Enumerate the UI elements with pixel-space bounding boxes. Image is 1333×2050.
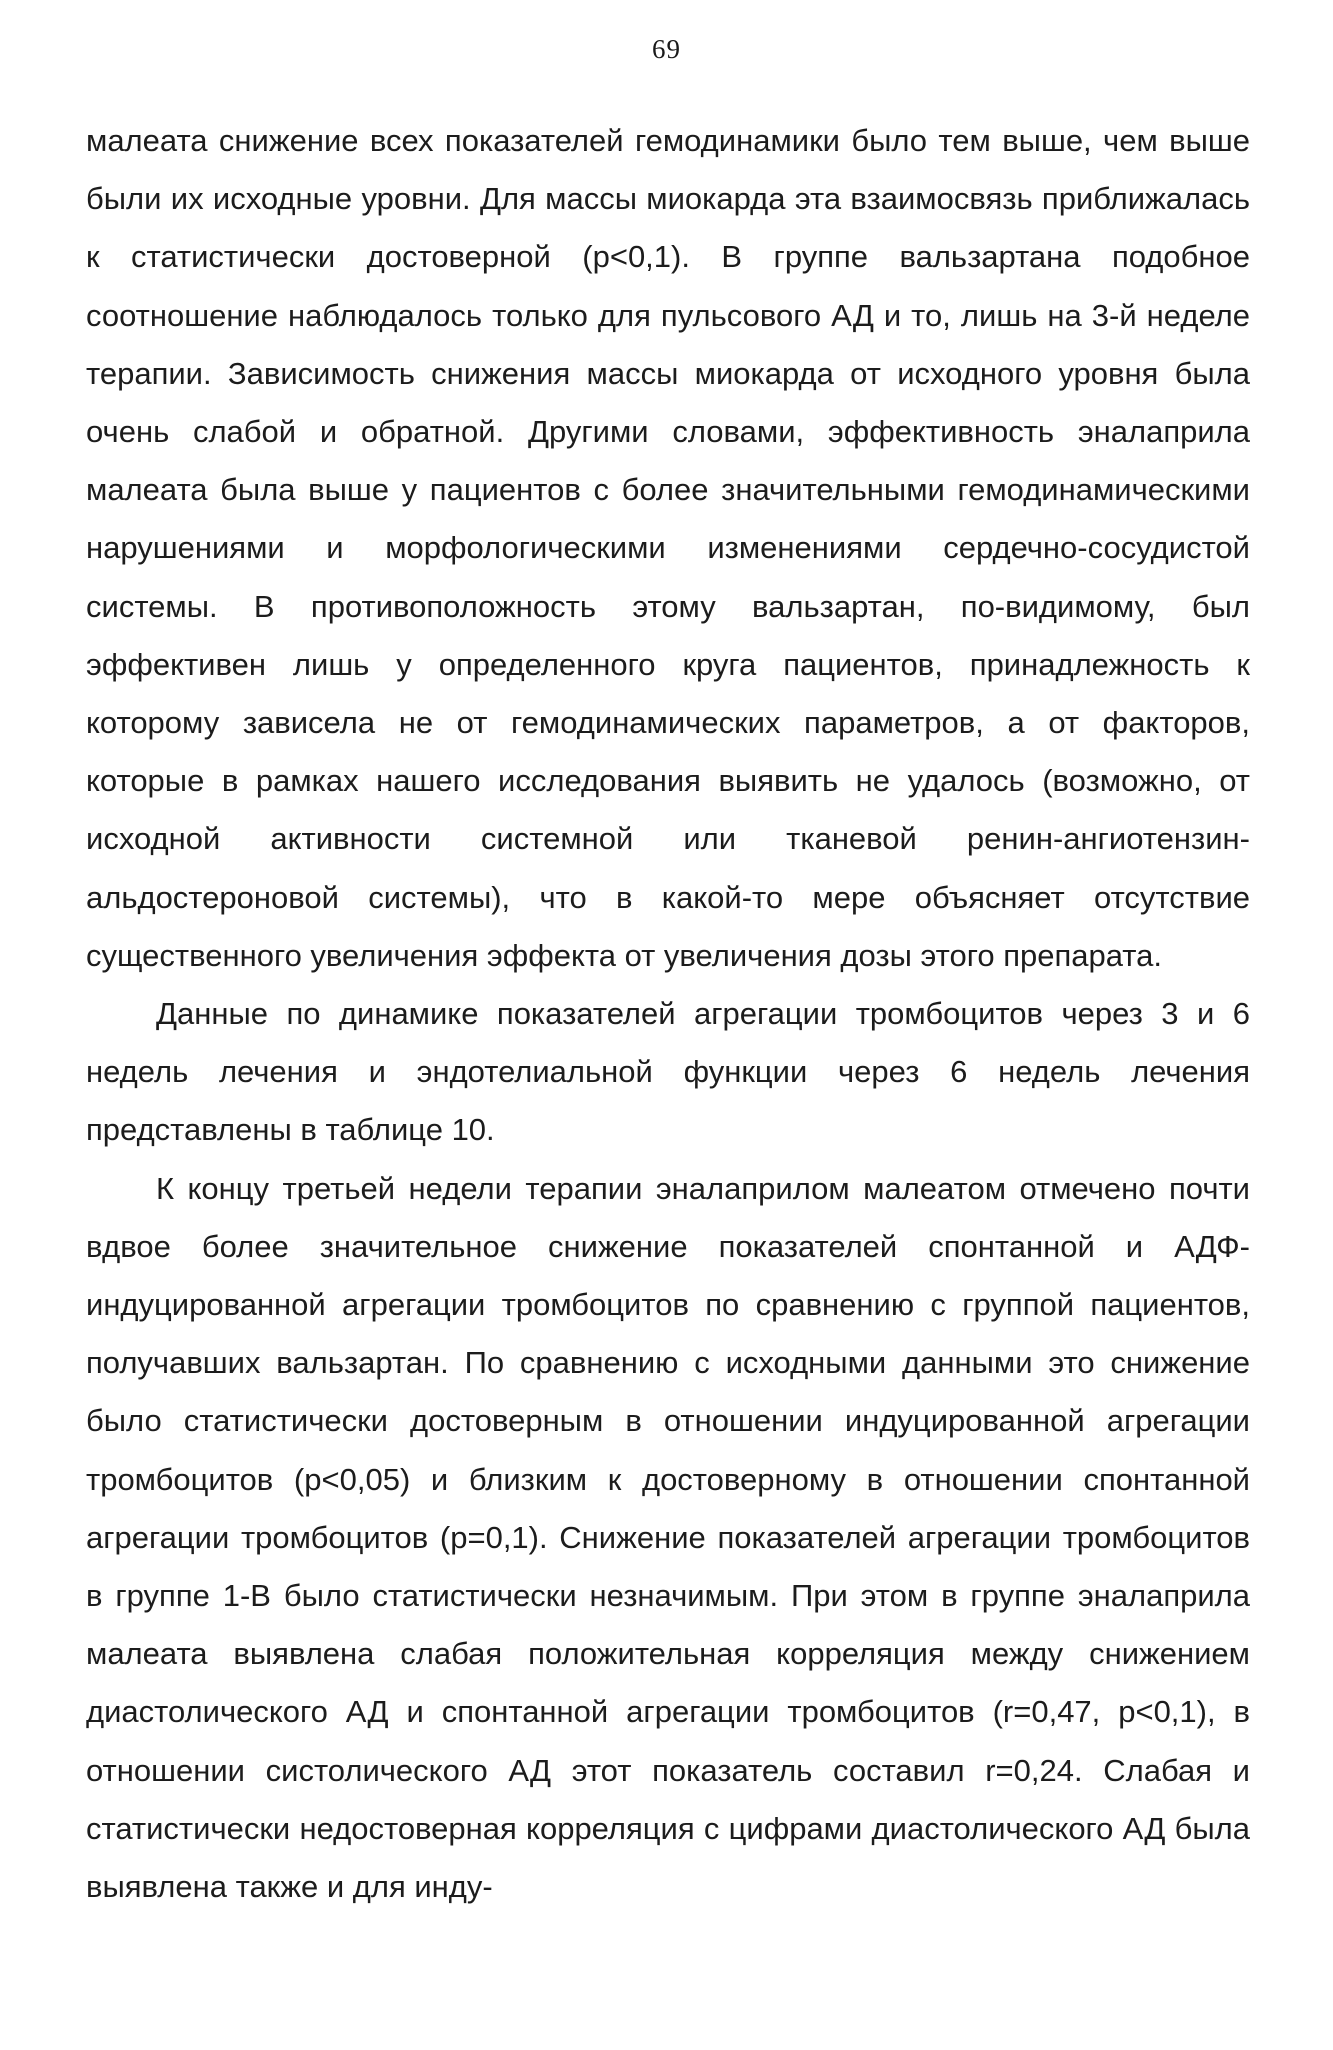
paragraph-2: Данные по динамике показателей агрегации тромбоцитов через 3 и 6 недель лечения и эндотелиальной функции через 6 недель лечения представлены в таблице 10. <box>86 996 1250 1148</box>
page-number: 69 <box>652 34 681 64</box>
paragraph-3: К концу третьей недели терапии эналаприлом малеатом отмечено почти вдвое более значительное снижение показателей спонтанной и АДФ-индуцированной агрегации тромбоцитов по сравнению с группой пациентов, получавших вальзартан. По сравнению с исходными данными это снижение было статистически достоверным в отношении индуцированной агрегации тромбоцитов (р<0,05) и близким к достоверному в отношении спонтанной агрегации тромбоцитов (р=0,1). Снижение показателей агрегации тромбоцитов в группе 1-В было статистически незначимым. При этом в группе эналаприла малеата выявлена слабая положительная корреляция между снижением диастолического АД и спонтанной агрегации тромбоцитов (r=0,47, р<0,1), в отношении систолического АД этот показатель составил r=0,24. Слабая и статистически недостоверная корреляция с цифрами диастолического АД была выявлена также и для инду- <box>86 1170 1250 1905</box>
paragraph-1: малеата снижение всех показателей гемодинамики было тем выше, чем выше были их исходные уровни. Для массы миокарда эта взаимосвязь приближалась к статистически достоверной (р<0,1). В группе вальзартана подобное соотношение наблюдалось только для пульсового АД и то, лишь на 3-й неделе терапии. Зависимость снижения массы миокарда от исходного уровня была очень слабой и обратной. Другими словами, эффективность эналаприла малеата была выше у пациентов с более значительными гемодинамическими нарушениями и морфологическими изменениями сердечно-сосудистой системы. В противоположность этому вальзартан, по-видимому, был эффективен лишь у определенного круга пациентов, принадлежность к которому зависела не от гемодинамических параметров, а от факторов, которые в рамках нашего исследования выявить не удалось (возможно, от исходной активности системной или тканевой ренин-ангиотензин-альдостероновой системы), что в какой-то мере объясняет отсутствие существенного увеличения эффекта от увеличения дозы этого препарата. <box>86 123 1250 973</box>
body-text <box>86 112 1250 1916</box>
